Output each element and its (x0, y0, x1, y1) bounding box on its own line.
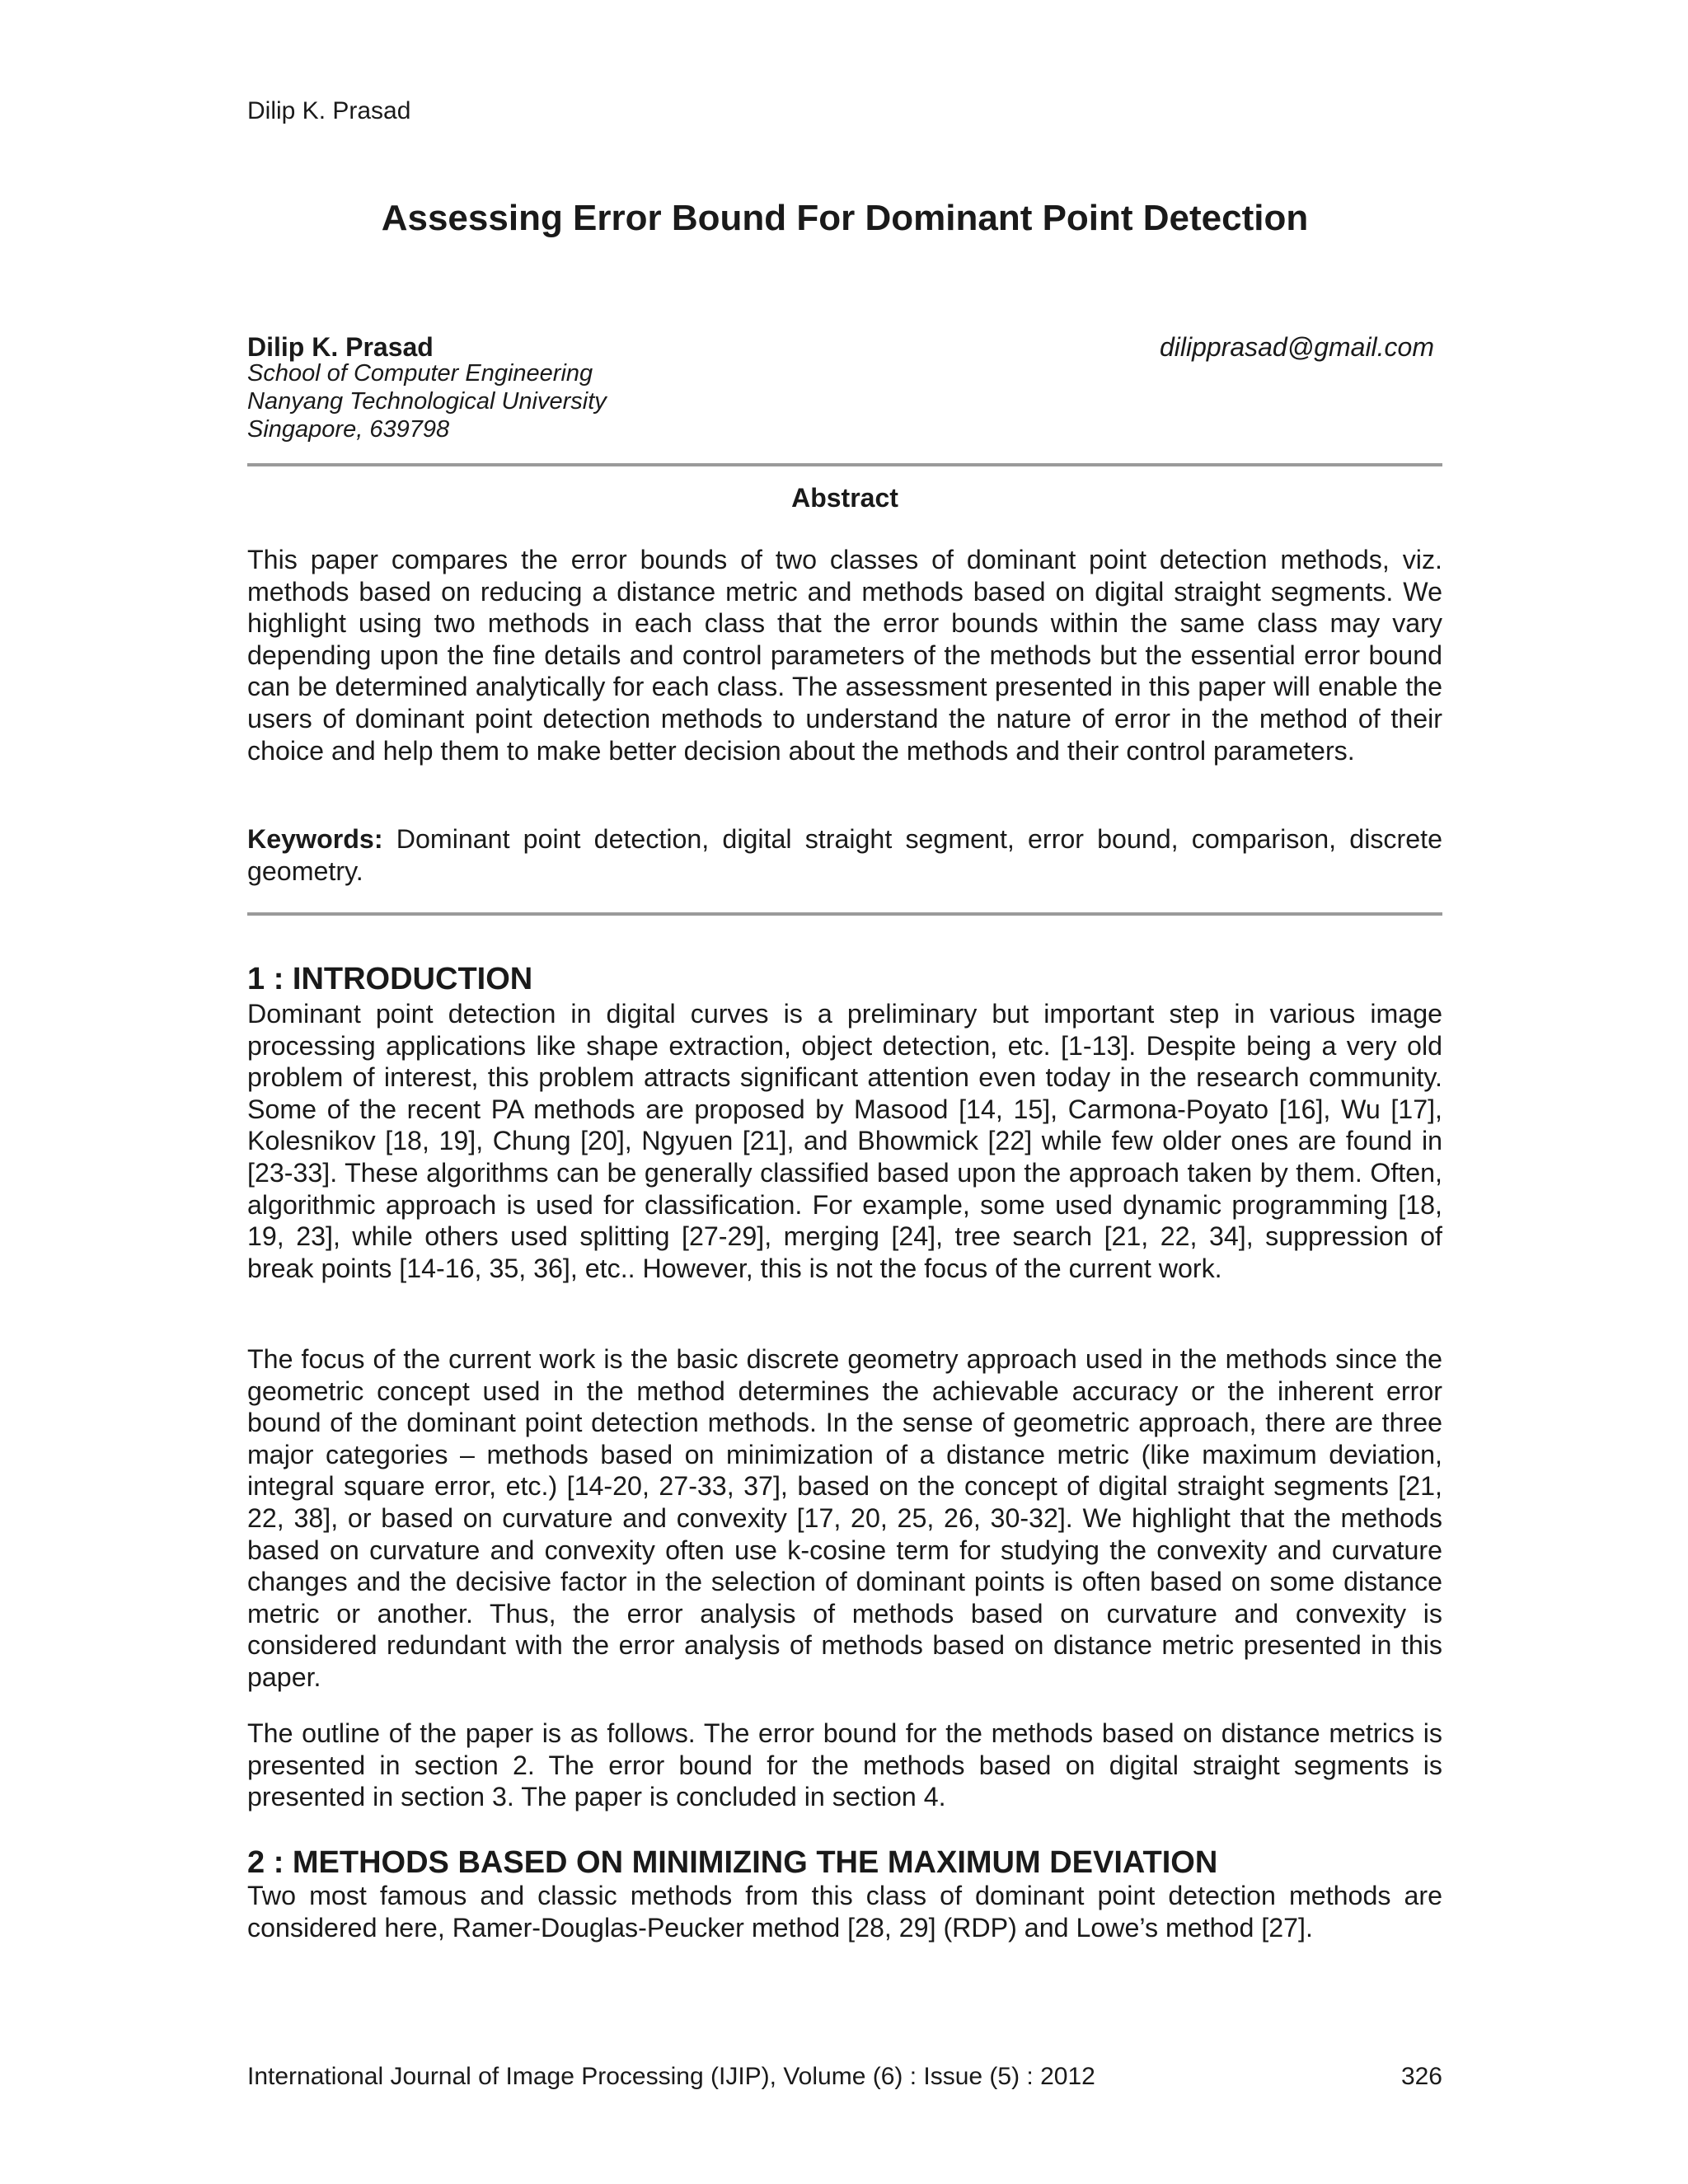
author-affiliation-line: Nanyang Technological University (247, 388, 607, 415)
footer-journal-citation: International Journal of Image Processing (IJIP), Volume (6) : Issue (5) : 2012 (247, 2063, 1095, 2090)
author-email: dilipprasad@gmail.com (1159, 332, 1434, 362)
divider-rule (247, 912, 1442, 916)
author-affiliation-line: School of Computer Engineering (247, 360, 593, 387)
page-number: 326 (1400, 2063, 1442, 2090)
keywords-text: Dominant point detection, digital straight segment, error bound, comparison, discrete geometry. (247, 824, 1442, 886)
section-heading-methods: 2 : METHODS BASED ON MINIMIZING THE MAXIMUM DEVIATION (247, 1845, 1218, 1880)
abstract-text: This paper compares the error bounds of two classes of dominant point detection methods, viz. methods based on reducing a distance metric and methods based on digital straight segments. We highlight using two methods in each class that the error bounds within the same class may vary depending upon the fine details and control parameters of the methods but the essential error bound can be determined analytically for each class. The assessment presented in this paper will enable the users of dominant point detection methods to understand the nature of error in the method of their choice and help them to make better decision about the methods and their control parameters. (247, 545, 1442, 766)
divider-rule (247, 463, 1442, 466)
body-paragraph: The outline of the paper is as follows. The error bound for the methods based on distance metrics is presented in section 2. The error bound for the methods based on digital straight segments is presented in section 3. The paper is concluded in section 4. (247, 1718, 1442, 1812)
abstract-heading: Abstract (791, 483, 898, 513)
body-paragraph: The focus of the current work is the basic discrete geometry approach used in the methods since the geometric concept used in the method determines the achievable accuracy or the inherent error bound of the dominant point detection methods. In the sense of geometric approach, there are three major categories – methods based on minimization of a distance metric (like maximum deviation, integral square error, etc.) [14-20, 27-33, 37], based on the concept of digital straight segments [21, 22, 38], or based on curvature and convexity [17, 20, 25, 26, 30-32]. We highlight that the methods based on curvature and convexity often use k-cosine term for studying the convexity and curvature changes and the decisive factor in the selection of dominant points is often based on some distance metric or another. Thus, the error analysis of methods based on curvature and convexity is considered redundant with the error analysis of methods based on distance metric presented in this paper. (247, 1344, 1442, 1692)
author-name: Dilip K. Prasad (247, 332, 434, 362)
body-paragraph: Dominant point detection in digital curves is a preliminary but important step in various image processing applications like shape extraction, object detection, etc. [1-13]. Despite being a very old problem of interest, this problem attracts significant attention even today in the research community. Some of the recent PA methods are proposed by Masood [14, 15], Carmona-Poyato [16], Wu [17], Kolesnikov [18, 19], Chung [20], Ngyuen [21], and Bhowmick [22] while few older ones are found in [23-33]. These algorithms can be generally classified based upon the approach taken by them. Often, algorithmic approach is used for classification. For example, some used dynamic programming [18, 19, 23], while others used splitting [27-29], merging [24], tree search [21, 22, 34], suppression of break points [14-16, 35, 36], etc.. However, this is not the focus of the current work. (247, 999, 1442, 1283)
body-paragraph: Two most famous and classic methods from this class of dominant point detection methods are considered here, Ramer-Douglas-Peucker method [28, 29] (RDP) and Lowe’s method [27]. (247, 1881, 1442, 1943)
author-affiliation-line: Singapore, 639798 (247, 416, 450, 443)
paper-title: Assessing Error Bound For Dominant Point Detection (381, 198, 1309, 238)
section-heading-introduction: 1 : INTRODUCTION (247, 962, 533, 996)
keywords-label: Keywords: (247, 824, 383, 854)
running-head: Dilip K. Prasad (247, 97, 411, 124)
keywords (247, 823, 1442, 887)
